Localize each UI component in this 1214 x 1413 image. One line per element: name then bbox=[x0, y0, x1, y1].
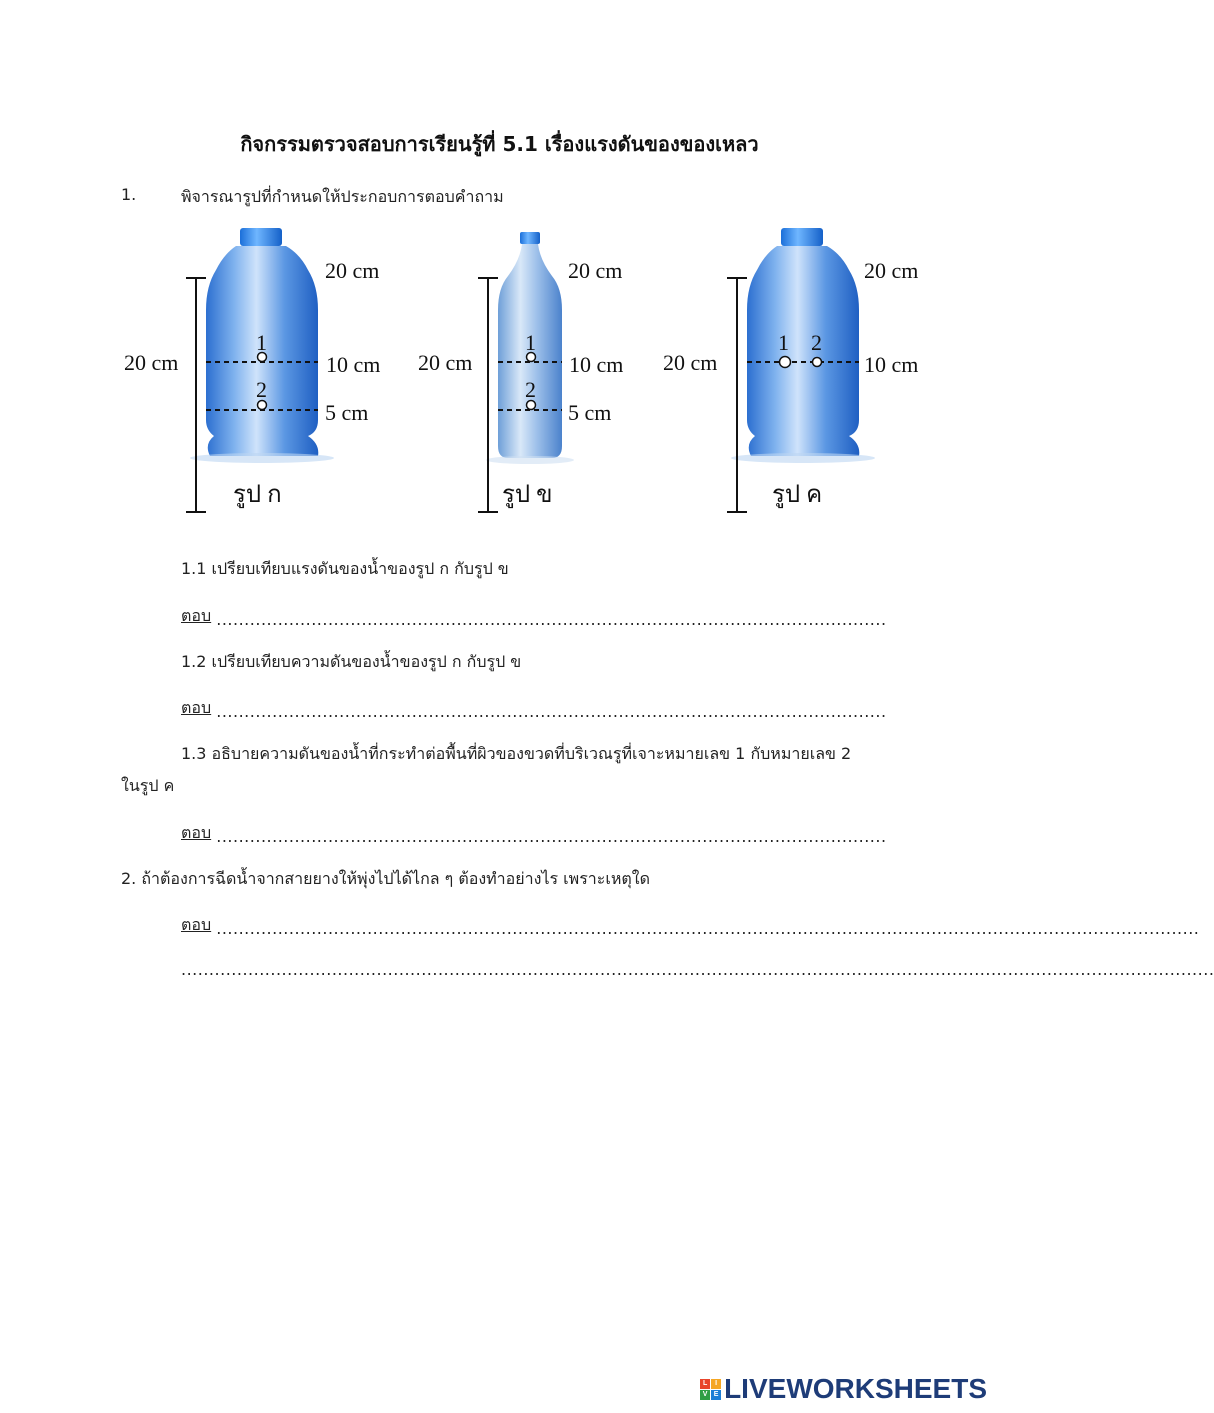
fig-c-caption: รูป ค bbox=[772, 482, 823, 508]
answer-label: ตอบ bbox=[181, 698, 212, 717]
figure-b bbox=[478, 232, 574, 512]
answer-line[interactable]: ......................................................................................................................................................................................... bbox=[181, 960, 1214, 979]
answer-label: ตอบ bbox=[181, 915, 212, 934]
answer-line[interactable]: ........................................................................................................................ bbox=[216, 702, 887, 721]
question-1-prompt: พิจารณารูปที่กำหนดให้ประกอบการตอบคำถาม bbox=[181, 187, 504, 206]
page-title: กิจกรรมตรวจสอบการเรียนรู้ที่ 5.1 เรื่องแรงดันของของเหลว bbox=[240, 132, 759, 156]
fig-c-top-label: 20 cm bbox=[864, 258, 919, 283]
fig-a-caption: รูป ก bbox=[233, 482, 282, 508]
answer-line[interactable]: ................................................................................................................................................................................ bbox=[216, 919, 1200, 938]
logo-mark-icon: L I V E bbox=[700, 1379, 721, 1400]
fig-a-line2-label: 5 cm bbox=[325, 400, 369, 425]
liveworksheets-logo bbox=[700, 1373, 987, 1405]
answer-line[interactable]: ........................................................................................................................ bbox=[216, 610, 887, 629]
hole-1-marker bbox=[780, 357, 791, 368]
bottle-cap-icon bbox=[240, 228, 282, 246]
answer-label: ตอบ bbox=[181, 823, 212, 842]
fig-b-height-label: 20 cm bbox=[418, 350, 473, 375]
answer-label: ตอบ bbox=[181, 606, 212, 625]
fig-a-top-label: 20 cm bbox=[325, 258, 380, 283]
question-1-number: 1. bbox=[121, 185, 137, 204]
fig-b-top-label: 20 cm bbox=[568, 258, 623, 283]
figure-a bbox=[186, 228, 334, 512]
fig-b-hole1-label: 1 bbox=[525, 330, 536, 355]
question-1-3-text-cont: ในรูป ค bbox=[121, 776, 175, 795]
question-1-2-text: 1.2 เปรียบเทียบความดันของน้ำของรูป ก กับรูป ข bbox=[181, 652, 522, 671]
question-2-extra-line[interactable] bbox=[181, 960, 1214, 979]
fig-c-line1-label: 10 cm bbox=[864, 352, 919, 377]
fig-a-line1-label: 10 cm bbox=[326, 352, 381, 377]
question-2-answer[interactable] bbox=[181, 913, 1200, 938]
fig-a-hole2-label: 2 bbox=[256, 377, 267, 402]
fig-b-line1-label: 10 cm bbox=[569, 352, 624, 377]
answer-line[interactable]: ........................................................................................................................ bbox=[216, 827, 887, 846]
question-2-text: 2. ถ้าต้องการฉีดน้ำจากสายยางให้พุ่งไปได้ไกล ๆ ต้องทำอย่างไร เพราะเหตุใด bbox=[121, 869, 650, 888]
bottle-body-icon bbox=[747, 246, 859, 456]
question-1-3-answer[interactable] bbox=[181, 821, 887, 846]
fig-a-height-label: 20 cm bbox=[124, 350, 179, 375]
hole-2-marker bbox=[813, 358, 822, 367]
question-1-3-text: 1.3 อธิบายความดันของน้ำที่กระทำต่อพื้นที่ผิวของขวดที่บริเวณรูที่เจาะหมายเลข 1 กับหมายเลข 2 bbox=[181, 744, 852, 763]
fig-c-hole2-label: 2 bbox=[811, 330, 822, 355]
fig-b-line2-label: 5 cm bbox=[568, 400, 612, 425]
bottle-cap-icon bbox=[520, 232, 540, 244]
question-1-1-text: 1.1 เปรียบเทียบแรงดันของน้ำของรูป ก กับรูป ข bbox=[181, 559, 509, 578]
bottle-cap-icon bbox=[781, 228, 823, 246]
figure-c bbox=[727, 228, 875, 512]
fig-a-hole1-label: 1 bbox=[256, 330, 267, 355]
fig-c-height-label: 20 cm bbox=[663, 350, 718, 375]
fig-b-caption: รูป ข bbox=[502, 482, 553, 508]
fig-c-hole1-label: 1 bbox=[778, 330, 789, 355]
fig-b-hole2-label: 2 bbox=[525, 377, 536, 402]
question-1-1-answer[interactable] bbox=[181, 604, 887, 629]
question-1-2-answer[interactable] bbox=[181, 696, 887, 721]
logo-text: LIVEWORKSHEETS bbox=[724, 1373, 987, 1404]
